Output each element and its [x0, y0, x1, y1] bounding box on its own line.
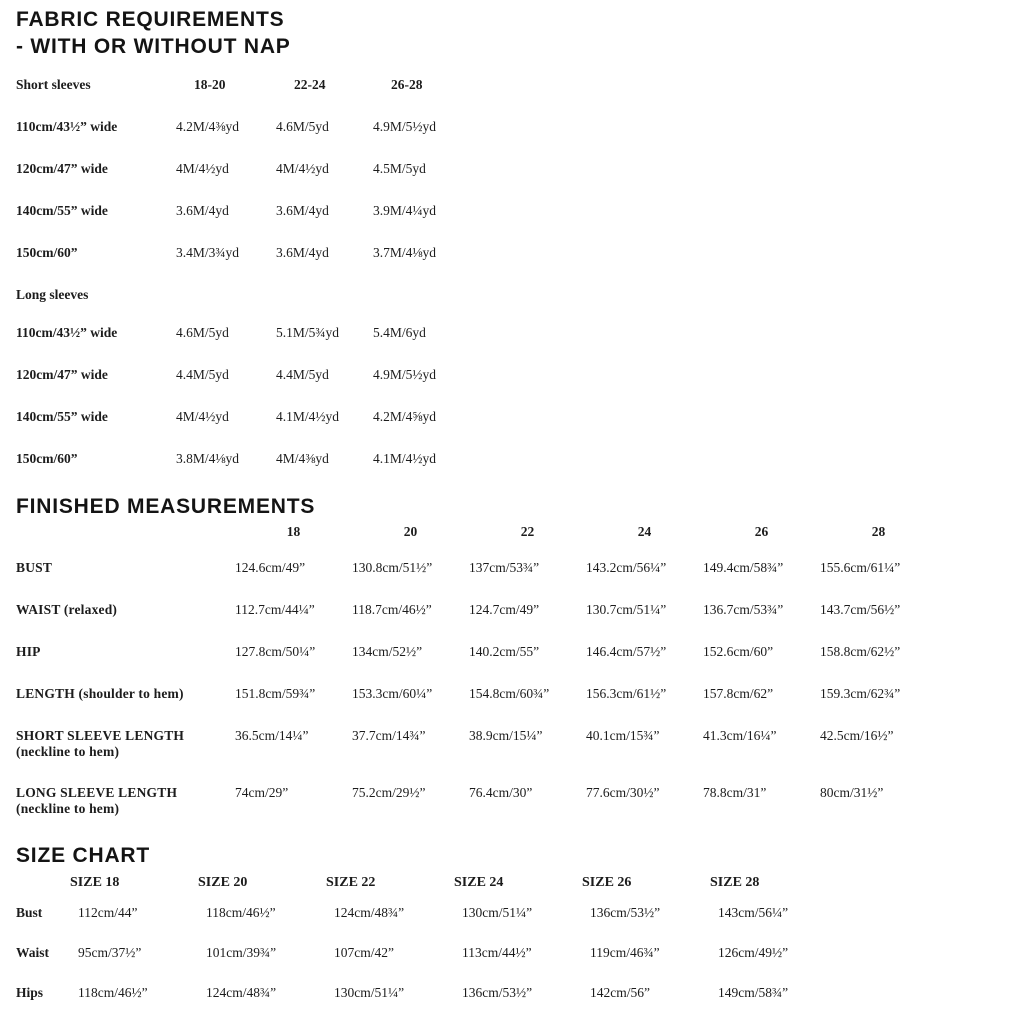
measurement-label [16, 785, 235, 817]
fabric-requirements-title-line2: - WITH OR WITHOUT NAP [16, 35, 291, 59]
fabric-row-short-110cm [16, 119, 1024, 161]
size-chart-header-28: SIZE 28 [710, 875, 760, 891]
size-range-header-22-24: 22-24 [294, 76, 326, 92]
size-range-header-18-20: 18-20 [194, 76, 226, 92]
fabric-long-sleeves-header-row [16, 287, 1024, 325]
fabric-width-label: 150cm/60” [16, 450, 78, 466]
measurement-row-bust [16, 560, 1024, 602]
body-measurement-value: 130cm/51¼” [334, 985, 405, 1001]
body-measurement-value: 113cm/44½” [462, 945, 532, 961]
empty-cell [16, 875, 70, 905]
size-chart-row-hips [16, 985, 1024, 1024]
measurement-label: HIP [16, 643, 41, 659]
body-measurement-label: Bust [16, 905, 43, 921]
empty-cell [16, 524, 235, 560]
size-chart-header-18: SIZE 18 [70, 875, 120, 891]
size-chart-header-20: SIZE 20 [198, 875, 248, 891]
size-chart-title: SIZE CHART [16, 843, 150, 867]
measurement-value: 127.8cm/50¼” [235, 643, 316, 659]
size-range-header-26-28: 26-28 [391, 76, 423, 92]
body-measurement-value: 95cm/37½” [78, 945, 142, 961]
measurement-value: 36.5cm/14¼” [235, 727, 309, 743]
measurement-value: 157.8cm/62” [703, 685, 774, 701]
measurement-row-short-sleeve-length [16, 728, 1024, 785]
yardage-value: 3.8M/4⅛yd [176, 450, 240, 466]
size-chart-row-waist [16, 945, 1024, 985]
measurement-value: 42.5cm/16½” [820, 727, 894, 743]
long-sleeves-heading: Long sleeves [16, 286, 89, 302]
measurement-label: BUST [16, 559, 53, 575]
yardage-value: 4.9M/5½yd [373, 118, 437, 134]
measurement-value: 153.3cm/60¼” [352, 685, 433, 701]
body-measurement-value: 126cm/49½” [718, 945, 789, 961]
size-chart-header-row [16, 875, 1024, 905]
yardage-value: 3.6M/4yd [276, 244, 329, 260]
fabric-row-short-150cm [16, 245, 1024, 287]
yardage-value: 4.4M/5yd [176, 366, 229, 382]
yardage-value: 3.7M/4⅛yd [373, 244, 437, 260]
body-measurement-value: 112cm/44” [78, 905, 138, 921]
measurement-label-text: LONG SLEEVE LENGTH [16, 784, 178, 800]
measurement-value: 159.3cm/62¾” [820, 685, 901, 701]
measurement-value: 124.6cm/49” [235, 559, 306, 575]
measurement-value: 154.8cm/60¾” [469, 685, 550, 701]
body-measurement-value: 101cm/39¾” [206, 945, 277, 961]
body-measurement-value: 124cm/48¾” [206, 985, 277, 1001]
size-header-28: 28 [871, 523, 886, 539]
yardage-value: 4.1M/4½yd [276, 408, 340, 424]
measurement-row-hip [16, 644, 1024, 686]
yardage-value: 3.6M/4yd [176, 202, 229, 218]
measurement-value: 74cm/29” [235, 784, 289, 800]
fabric-row-short-140cm [16, 203, 1024, 245]
yardage-value: 4M/4½yd [176, 408, 229, 424]
measurement-value: 112.7cm/44¼” [235, 601, 315, 617]
fabric-row-long-140cm [16, 409, 1024, 451]
size-header-24: 24 [637, 523, 652, 539]
measurement-value: 40.1cm/15¾” [586, 727, 660, 743]
short-sleeves-heading: Short sleeves [16, 76, 91, 92]
measurement-value: 76.4cm/30” [469, 784, 533, 800]
body-measurement-value: 149cm/58¾” [718, 985, 789, 1001]
fabric-row-long-150cm [16, 451, 1024, 493]
measurement-value: 136.7cm/53¾” [703, 601, 784, 617]
measurement-value: 77.6cm/30½” [586, 784, 660, 800]
finished-measurements-title: FINISHED MEASUREMENTS [16, 494, 316, 518]
fabric-row-long-120cm [16, 367, 1024, 409]
measurement-value: 130.7cm/51¼” [586, 601, 667, 617]
fabric-width-label: 110cm/43½” wide [16, 324, 118, 340]
measurement-value: 137cm/53¾” [469, 559, 540, 575]
body-measurement-value: 107cm/42” [334, 945, 394, 961]
yardage-value: 4.6M/5yd [176, 324, 229, 340]
measurement-value: 118.7cm/46½” [352, 601, 432, 617]
fabric-width-label: 140cm/55” wide [16, 202, 108, 218]
measurement-value: 80cm/31½” [820, 784, 884, 800]
measurement-row-waist [16, 602, 1024, 644]
measurement-value: 143.2cm/56¼” [586, 559, 667, 575]
yardage-value: 4M/4½yd [176, 160, 229, 176]
fabric-requirements-table [16, 77, 1024, 493]
measurement-value: 130.8cm/51½” [352, 559, 433, 575]
fabric-short-sleeves-header-row [16, 77, 1024, 119]
fabric-row-short-120cm [16, 161, 1024, 203]
size-chart-row-bust [16, 905, 1024, 945]
measurement-row-long-sleeve-length [16, 785, 1024, 842]
finished-measurements-table [16, 524, 1024, 842]
fabric-width-label: 150cm/60” [16, 244, 78, 260]
measurement-value: 158.8cm/62½” [820, 643, 901, 659]
yardage-value: 3.6M/4yd [276, 202, 329, 218]
body-measurement-value: 136cm/53½” [462, 985, 533, 1001]
yardage-value: 4.5M/5yd [373, 160, 426, 176]
measurement-value: 152.6cm/60” [703, 643, 774, 659]
fabric-width-label: 140cm/55” wide [16, 408, 108, 424]
yardage-value: 4M/4½yd [276, 160, 329, 176]
measurement-sublabel-text: (neckline to hem) [16, 800, 120, 816]
fabric-row-long-110cm [16, 325, 1024, 367]
measurement-value: 149.4cm/58¾” [703, 559, 784, 575]
size-header-22: 22 [520, 523, 535, 539]
measurement-value: 156.3cm/61½” [586, 685, 667, 701]
measurement-sublabel-text: (neckline to hem) [16, 743, 120, 759]
body-measurement-value: 124cm/48¾” [334, 905, 405, 921]
size-chart-header-22: SIZE 22 [326, 875, 376, 891]
yardage-value: 3.9M/4¼yd [373, 202, 437, 218]
yardage-value: 5.4M/6yd [373, 324, 426, 340]
measurement-value: 124.7cm/49” [469, 601, 540, 617]
measurement-value: 140.2cm/55” [469, 643, 540, 659]
yardage-value: 4.9M/5½yd [373, 366, 437, 382]
measurement-row-length [16, 686, 1024, 728]
yardage-value: 5.1M/5¾yd [276, 324, 340, 340]
measurement-value: 37.7cm/14¾” [352, 727, 426, 743]
body-measurement-value: 119cm/46¾” [590, 945, 660, 961]
yardage-value: 4M/4⅜yd [276, 450, 329, 466]
size-header-18: 18 [286, 523, 301, 539]
measurement-value: 143.7cm/56½” [820, 601, 901, 617]
measurement-value: 146.4cm/57½” [586, 643, 667, 659]
yardage-value: 4.4M/5yd [276, 366, 329, 382]
measurement-value: 75.2cm/29½” [352, 784, 426, 800]
measurement-label: WAIST (relaxed) [16, 601, 118, 617]
body-measurement-value: 136cm/53½” [590, 905, 661, 921]
size-header-26: 26 [754, 523, 769, 539]
size-chart-table [16, 875, 1024, 1024]
fabric-requirements-title [16, 6, 1024, 61]
body-measurement-value: 143cm/56¼” [718, 905, 789, 921]
measurement-label: LENGTH (shoulder to hem) [16, 685, 184, 701]
measurement-value: 155.6cm/61¼” [820, 559, 901, 575]
measurement-value: 151.8cm/59¾” [235, 685, 316, 701]
body-measurement-label: Hips [16, 985, 44, 1001]
measurement-value: 38.9cm/15¼” [469, 727, 543, 743]
yardage-value: 4.2M/4⅝yd [373, 408, 437, 424]
size-header-20: 20 [403, 523, 418, 539]
size-chart-header-24: SIZE 24 [454, 875, 504, 891]
yardage-value: 4.6M/5yd [276, 118, 329, 134]
body-measurement-value: 118cm/46½” [206, 905, 276, 921]
body-measurement-label: Waist [16, 945, 50, 961]
size-chart-header-26: SIZE 26 [582, 875, 632, 891]
finished-measurements-size-header-row [16, 524, 1024, 560]
yardage-value: 4.2M/4⅜yd [176, 118, 240, 134]
fabric-width-label: 110cm/43½” wide [16, 118, 118, 134]
fabric-requirements-title-line1: FABRIC REQUIREMENTS [16, 8, 285, 31]
measurement-label-text: SHORT SLEEVE LENGTH [16, 727, 185, 743]
body-measurement-value: 142cm/56” [590, 985, 650, 1001]
measurement-value: 78.8cm/31” [703, 784, 767, 800]
measurement-value: 41.3cm/16¼” [703, 727, 777, 743]
measurement-value: 134cm/52½” [352, 643, 423, 659]
fabric-width-label: 120cm/47” wide [16, 160, 108, 176]
yardage-value: 4.1M/4½yd [373, 450, 437, 466]
body-measurement-value: 130cm/51¼” [462, 905, 533, 921]
measurement-label [16, 728, 235, 760]
fabric-width-label: 120cm/47” wide [16, 366, 108, 382]
yardage-value: 3.4M/3¾yd [176, 244, 240, 260]
body-measurement-value: 118cm/46½” [78, 985, 148, 1001]
